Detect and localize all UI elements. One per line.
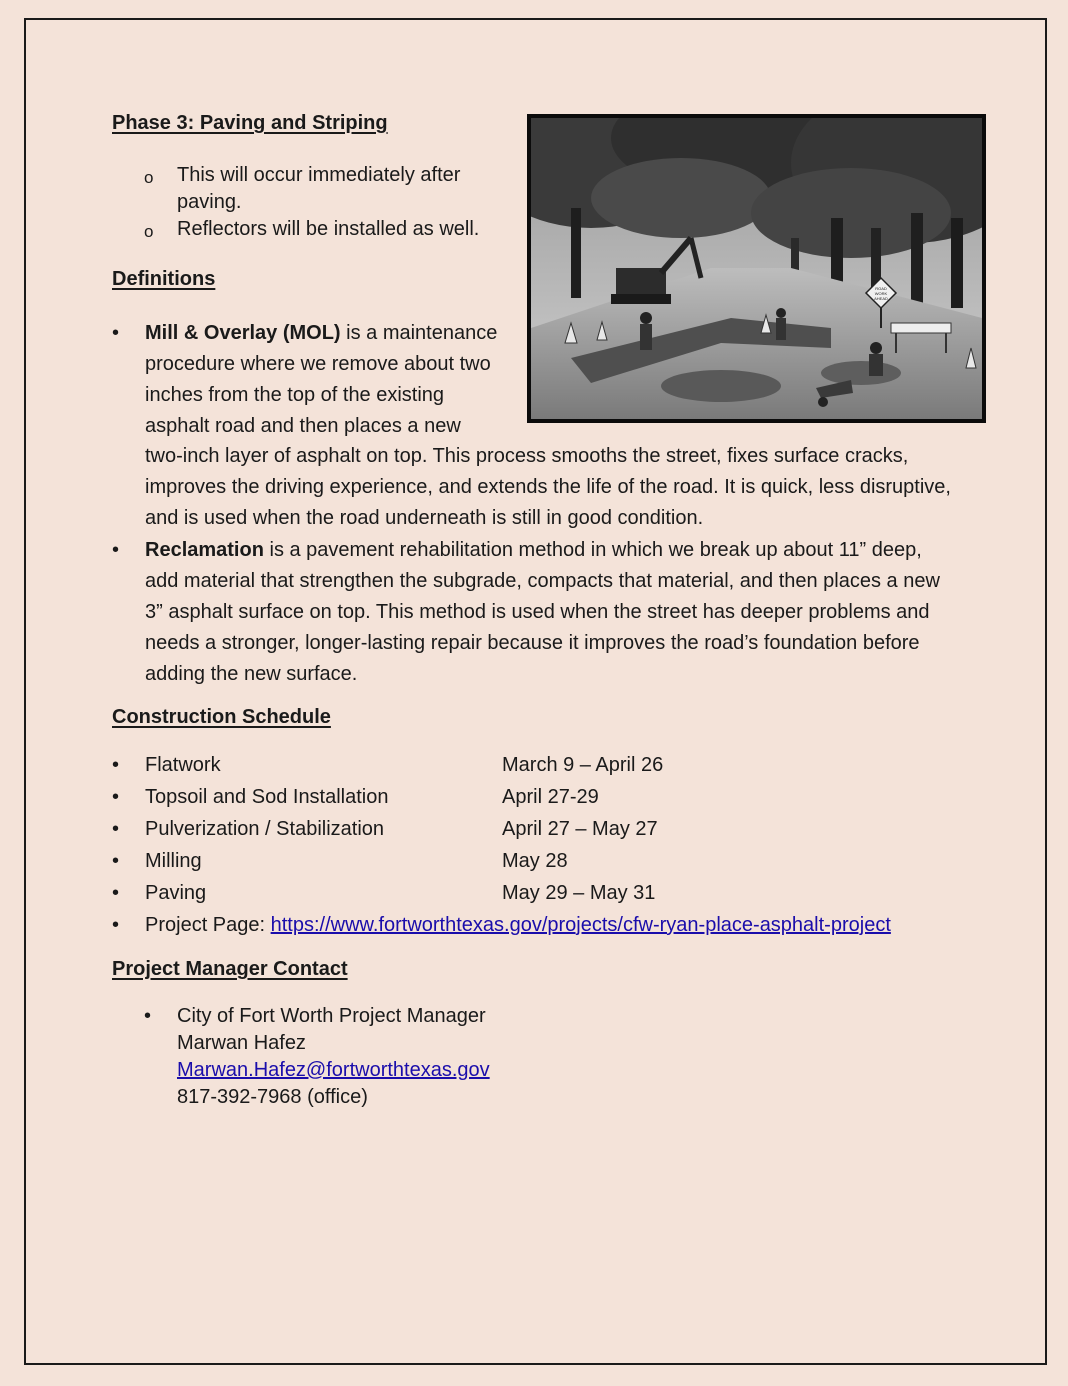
phase3-list — [112, 162, 512, 243]
schedule-date: May 28 — [502, 850, 568, 872]
circle-bullet-icon: o — [144, 222, 154, 241]
mol-description: is a maintenance procedure where we remove about two inches from the top of the existing asphalt road and then places a new — [145, 322, 498, 437]
definition-reclamation — [112, 535, 942, 690]
schedule-date: April 27 – May 27 — [502, 818, 658, 840]
contact-item — [112, 1003, 490, 1111]
bullet-icon: • — [112, 539, 120, 561]
schedule-task: Flatwork — [145, 754, 221, 776]
road-construction-photo — [527, 114, 986, 423]
sign-text-2: WORK — [874, 291, 888, 296]
bullet-icon: • — [112, 754, 120, 776]
schedule-row — [112, 749, 972, 781]
definition-mol — [112, 318, 505, 442]
contact-heading: Project Manager Contact — [112, 958, 348, 980]
schedule-row — [112, 781, 972, 813]
list-item: o Reflectors will be installed as well. — [112, 216, 512, 243]
schedule-row — [112, 845, 972, 877]
schedule-date: March 9 – April 26 — [502, 754, 664, 776]
schedule-task: Topsoil and Sod Installation — [145, 786, 389, 808]
schedule-row — [112, 877, 972, 909]
bullet-icon: • — [112, 322, 120, 344]
contact-phone: 817-392-7968 (office) — [177, 1086, 368, 1108]
schedule-task: Paving — [145, 882, 207, 904]
contact-email-link[interactable]: Marwan.Hafez@fortworthtexas.gov — [177, 1059, 490, 1081]
project-page-row — [112, 909, 972, 941]
definitions-heading: Definitions — [112, 268, 216, 290]
schedule-heading: Construction Schedule — [112, 706, 331, 728]
bullet-icon: • — [112, 818, 120, 840]
definitions-list — [112, 318, 505, 442]
bullet-icon: • — [112, 914, 120, 936]
list-item: o This will occur immediately after paving. — [144, 164, 461, 213]
bullet-icon: • — [112, 882, 120, 904]
road-construction-illustration — [531, 118, 982, 419]
schedule-task: Milling — [145, 850, 202, 872]
reclamation-description: is a pavement rehabilitation method in which we break up about 11” deep, add material that strengthen the subgrade, compacts that material, and then places a new 3” asphalt surface on top. This method is used when the street has deeper problems and needs a stronger, longer-lasting repair because it improves the road’s foundation before adding the new surface. — [145, 539, 940, 685]
schedule-date: April 27-29 — [502, 786, 599, 808]
term-mol: Mill & Overlay (MOL) — [145, 322, 341, 344]
schedule-task: Pulverization / Stabilization — [145, 818, 385, 840]
term-reclamation: Reclamation — [145, 539, 264, 561]
sign-text-3: AHEAD — [874, 296, 888, 301]
schedule-row — [112, 813, 972, 845]
definitions-list-2 — [112, 535, 942, 690]
contact-name: Marwan Hafez — [177, 1032, 306, 1054]
project-page-label: Project Page: — [145, 914, 271, 936]
sign-text-1: ROAD — [875, 286, 887, 291]
mol-description-continued: two-inch layer of asphalt on top. This process smooths the street, fixes surface cracks, improves the driving experience, and extends the life of the road. It is quick, less disruptive, and is used when the road underneath is still in good condition. — [145, 445, 951, 529]
circle-bullet-icon: o — [144, 168, 154, 187]
schedule-date: May 29 – May 31 — [502, 882, 656, 904]
contact-org: City of Fort Worth Project Manager — [177, 1005, 486, 1027]
phase3-heading: Phase 3: Paving and Striping — [112, 112, 388, 134]
bullet-icon: • — [112, 786, 120, 808]
contact-list — [112, 1003, 490, 1111]
project-page-link[interactable]: https://www.fortworthtexas.gov/projects/cfw-ryan-place-asphalt-project — [270, 914, 891, 936]
schedule-list — [112, 749, 972, 941]
bullet-icon: • — [144, 1005, 152, 1027]
bullet-icon: • — [112, 850, 120, 872]
